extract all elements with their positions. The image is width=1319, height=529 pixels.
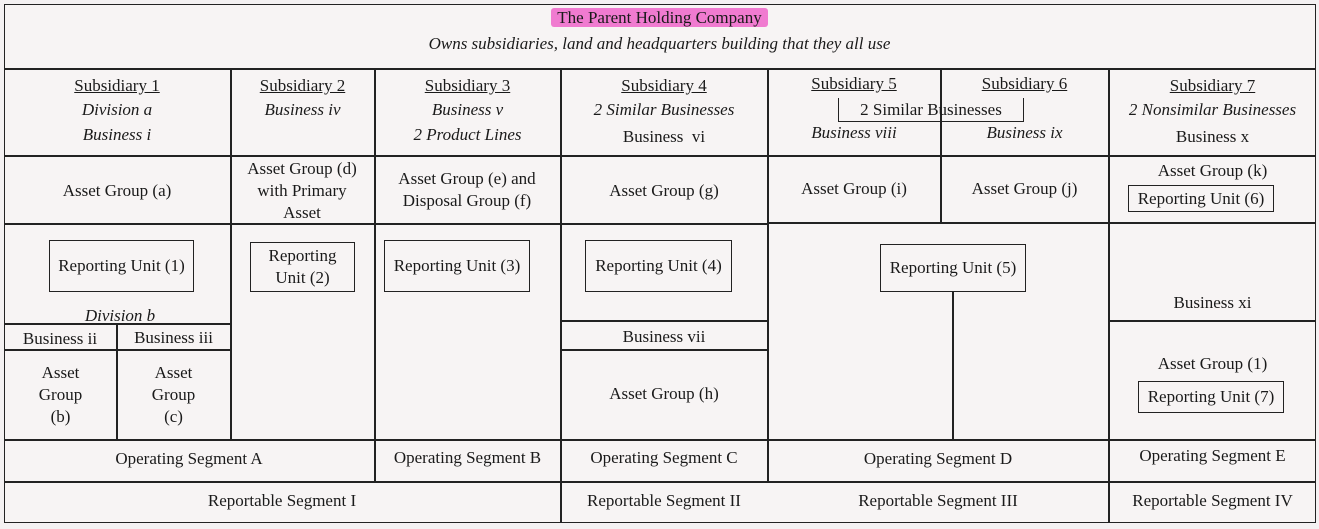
reporting-unit-7 [1138, 381, 1284, 413]
rule-operating [4, 439, 1316, 441]
subsidiary-1-division: Division a [81, 100, 153, 119]
rule-assets-a-g [4, 223, 767, 225]
subsidiary-5-name: Subsidiary 5 [811, 74, 897, 93]
reporting-unit-5-label: Reporting Unit (5) [889, 258, 1017, 277]
asset-group-l: Asset Group (1) [1157, 354, 1268, 373]
subsidiary-7-name: Subsidiary 7 [1169, 76, 1256, 95]
subsidiary-7-business: Business x [1175, 127, 1250, 146]
rule-business-xi [1108, 320, 1316, 322]
subsidiary-4-name: Subsidiary 4 [621, 76, 707, 95]
operating-segment-b: Operating Segment B [393, 448, 542, 467]
subsidiary-3-name: Subsidiary 3 [424, 76, 511, 95]
operating-segment-d: Operating Segment D [863, 449, 1013, 468]
asset-group-a: Asset Group (a) [62, 181, 172, 200]
asset-group-g: Asset Group (g) [609, 181, 719, 200]
subsidiary-2-business: Business iv [264, 100, 341, 119]
ru5-stem [952, 291, 954, 439]
subsidiary-4-similar: 2 Similar Businesses [593, 100, 735, 119]
reporting-unit-2 [250, 242, 355, 292]
subsidiary-3-business: Business v [431, 100, 504, 119]
business-xi: Business xi [1173, 293, 1252, 312]
subsidiary-7-nonsimilar: 2 Nonsimilar Businesses [1128, 100, 1297, 119]
asset-group-i: Asset Group (i) [801, 179, 907, 198]
company-subtitle: Owns subsidiaries, land and headquarters building that they all use [428, 34, 891, 53]
operating-segment-c: Operating Segment C [590, 448, 738, 467]
rule-subsidiaries [4, 155, 1316, 157]
operating-segment-e: Operating Segment E [1139, 446, 1286, 465]
subsidiary-1-name: Subsidiary 1 [74, 76, 160, 95]
asset-group-k: Asset Group (k) [1157, 161, 1268, 180]
reporting-unit-3-label: Reporting Unit (3) [393, 256, 521, 275]
rule-reportable [4, 481, 1316, 483]
subsidiary-1-business: Business i [82, 125, 152, 144]
subsidiary-2-name: Subsidiary 2 [259, 76, 346, 95]
company-title: The Parent Holding Company [0, 7, 1319, 29]
reporting-unit-5 [880, 244, 1026, 292]
col-1-2 [230, 68, 232, 440]
asset-group-h: Asset Group (h) [609, 384, 719, 403]
subsidiary-6-business: Business ix [986, 123, 1063, 142]
rule-header [4, 68, 1316, 70]
reporting-unit-4 [585, 240, 732, 292]
reporting-unit-1 [49, 240, 194, 292]
asset-group-c: Asset Group (c) [151, 363, 196, 426]
reporting-unit-2-label: Reporting Unit (2) [268, 246, 337, 287]
division-b: Division b [84, 306, 156, 325]
rule-assets-k [1108, 222, 1316, 224]
reporting-unit-4-label: Reporting Unit (4) [595, 256, 722, 275]
asset-group-d: Asset Group (d) with Primary Asset [247, 159, 357, 222]
operating-segment-a: Operating Segment A [115, 449, 263, 468]
reporting-unit-1-label: Reporting Unit (1) [58, 256, 185, 275]
rule-business-vii-top [561, 320, 768, 322]
reportable-segment-i: Reportable Segment I [207, 491, 357, 510]
business-ii: Business ii [22, 329, 98, 348]
shared-similar-businesses-bracket [838, 98, 1024, 122]
rule-business-vii-bottom [561, 349, 768, 351]
business-iii: Business iii [134, 328, 213, 347]
subsidiary-5-business: Business viii [811, 123, 897, 142]
reporting-unit-6-label: Reporting Unit (6) [1137, 188, 1265, 208]
shared-similar-businesses-label: 2 Similar Businesses [860, 99, 1002, 119]
asset-group-j: Asset Group (j) [971, 179, 1078, 198]
asset-group-e-f: Asset Group (e) and Disposal Group (f) [398, 169, 536, 210]
reporting-unit-3 [384, 240, 530, 292]
asset-group-b: Asset Group (b) [38, 363, 83, 426]
reporting-unit-7-label: Reporting Unit (7) [1147, 387, 1275, 406]
subsidiary-3-product-lines: 2 Product Lines [413, 125, 522, 144]
subsidiary-6-name: Subsidiary 6 [981, 74, 1068, 93]
rule-assets-i-j [768, 222, 1108, 224]
reportable-segment-ii: Reportable Segment II [587, 491, 741, 510]
subsidiary-4-business: Business vi [622, 127, 706, 146]
business-vii: Business vii [622, 327, 706, 346]
reportable-segment-iv: Reportable Segment IV [1132, 491, 1293, 510]
reportable-segment-iii: Reportable Segment III [858, 491, 1018, 510]
reporting-unit-6 [1128, 185, 1274, 212]
